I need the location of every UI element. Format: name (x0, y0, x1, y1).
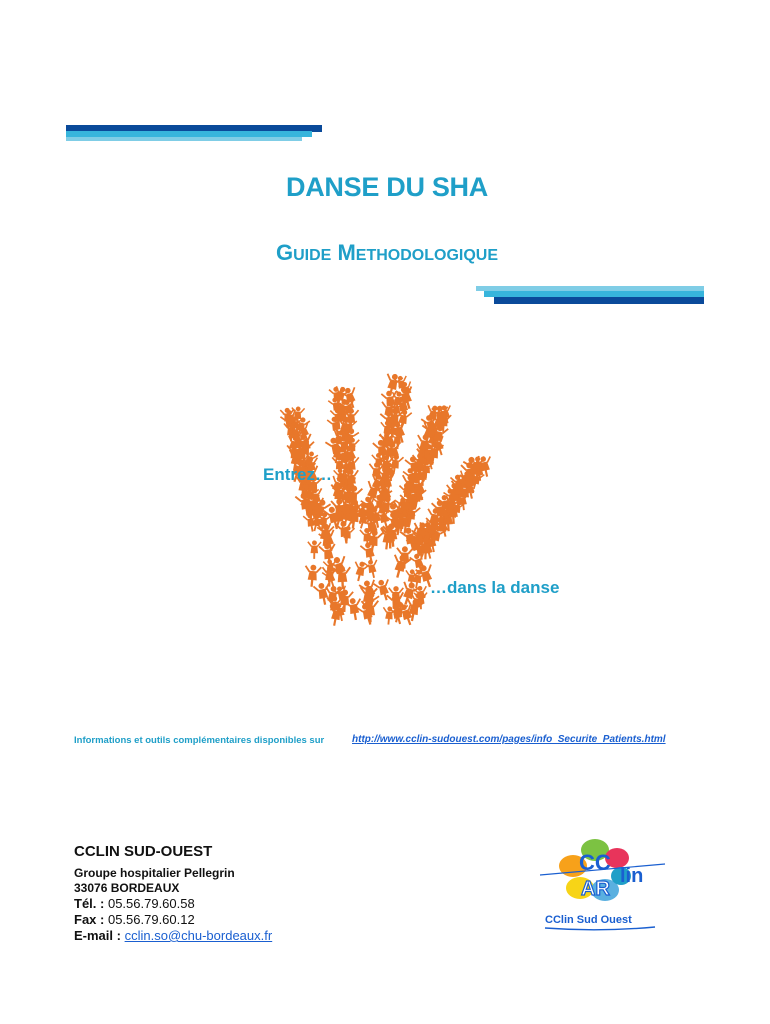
logo-caption: CClin Sud Ouest (545, 914, 632, 926)
phone-line: Tél. : 05.56.79.60.58 (74, 896, 195, 911)
email-line: E-mail : cclin.so@chu-bordeaux.fr (74, 928, 273, 943)
email-link[interactable]: cclin.so@chu-bordeaux.fr (124, 928, 273, 943)
hand-illustration (262, 372, 492, 642)
top-bar-light-2 (66, 137, 302, 141)
dancer-figure (308, 540, 322, 559)
fax-line: Fax : 05.56.79.60.12 (74, 912, 195, 927)
logo-lin-text: lin (620, 865, 644, 887)
document-subtitle: GUIDE METHODOLOGIQUE (275, 240, 499, 265)
mid-bar-dark (494, 297, 704, 304)
info-text: Informations et outils complémentaires disponibles sur (74, 735, 325, 746)
document-title: DANSE DU SHA (286, 172, 488, 202)
logo-ar-text: AR (581, 878, 610, 900)
address-line-2: 33076 BORDEAUX (74, 881, 180, 895)
cclin-logo (535, 828, 670, 933)
logo-cc-text: CC (579, 850, 611, 875)
contact-block (74, 843, 272, 944)
dancer-figure (351, 560, 369, 583)
info-link[interactable]: http://www.cclin-sudouest.com/pages/info_Securite_Patients.html (352, 734, 666, 745)
entrez-label: Entrez… (263, 465, 332, 484)
org-name: CCLIN SUD-OUEST (74, 843, 213, 860)
address-line-1: Groupe hospitalier Pellegrin (74, 866, 235, 880)
dans-la-danse-label: …dans la danse (430, 578, 560, 597)
dancer-figure (304, 564, 322, 588)
